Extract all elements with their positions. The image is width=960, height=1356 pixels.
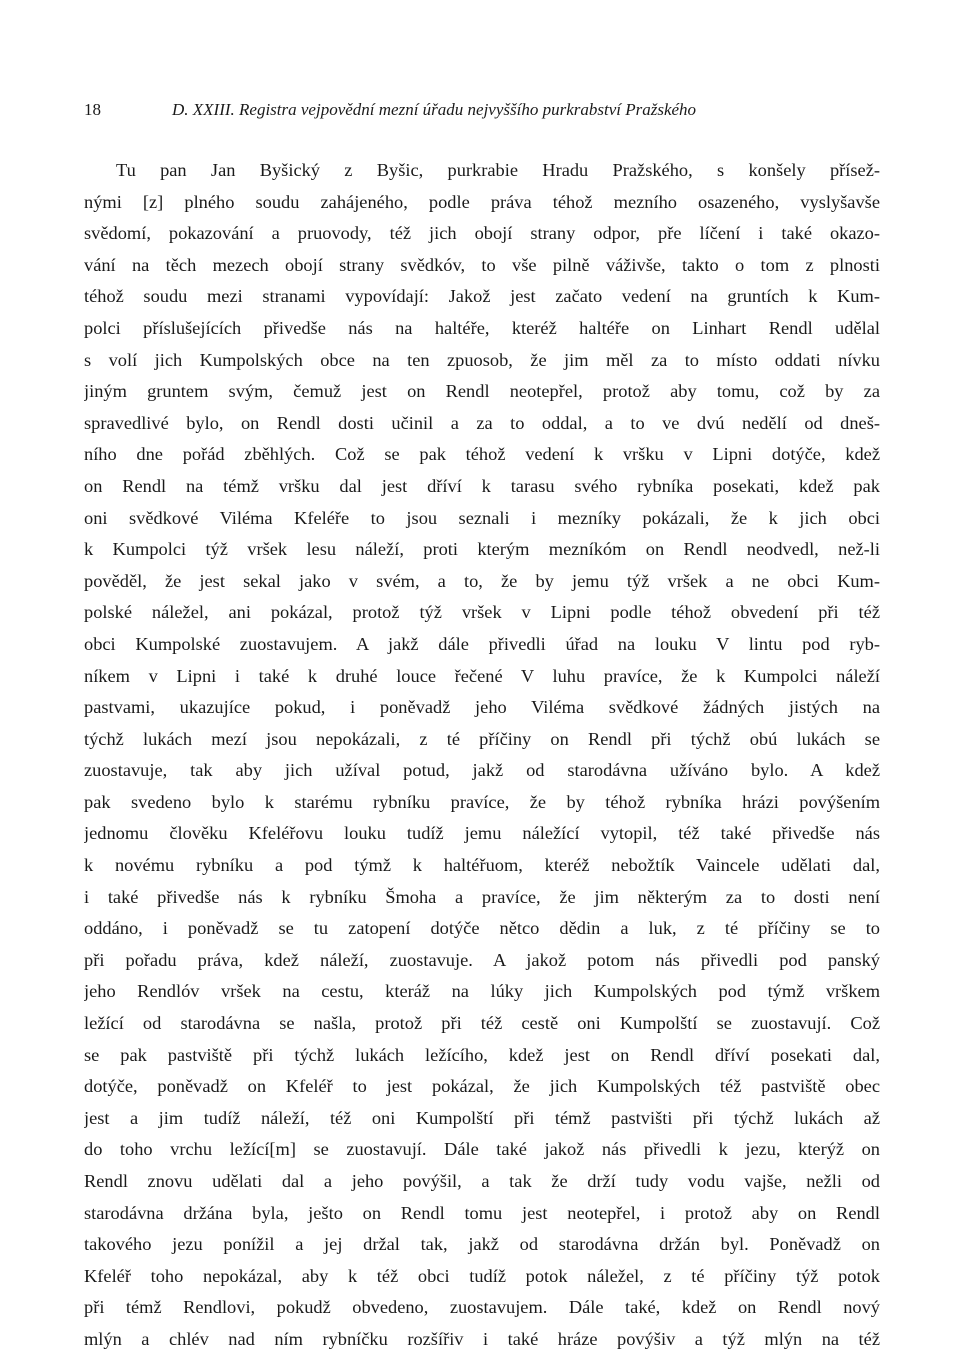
text-line: Kfeléř toho nepokázal, aby k též obci tudíž potok náležel, z té příčiny týž potok — [84, 1265, 880, 1286]
text-line: do toho vrchu ležící[m] se zuostavují. Dále také jakož nás přivedli k jezu, kterýž on — [84, 1139, 880, 1160]
text-line: mlýn a chlév nad ním rybníčku rozšířiv i také hráze povýšiv a týž mlýn na též — [84, 1328, 880, 1349]
text-line: níkem v Lipni i také k druhé louce řečené V luhu pravíce, že k Kumpolci náleží — [84, 665, 880, 686]
text-line: téhož soudu mezi stranami vypovídají: Jakož jest začato vedení na gruntích k Kum- — [84, 286, 880, 307]
text-line: ležící od starodávna se našla, protož při též cestě oni Kumpolští se zuostavují. Což — [84, 1013, 880, 1034]
text-line: spravedlivé bylo, on Rendl dosti učinil a za to oddal, a to ve dvú nedělí od dneš- — [84, 412, 880, 433]
text-line: Tu pan Jan Byšický z Byšic, purkrabie Hradu Pražského, s konšely přísež- — [116, 160, 880, 180]
text-line: svědomí, pokazování a pruovody, též jich obojí strany odpor, pře líčení i také okazo- — [84, 223, 880, 244]
text-line: se pak pastviště při týchž lukách ležícího, kdež jest on Rendl dříví posekati dal, — [84, 1044, 880, 1065]
text-line: takového jezu ponížil a jej držal tak, jakž od starodávna držán byl. Poněvadž on — [84, 1234, 880, 1255]
text-line: jednomu člověku Kfeléřovu louku tudíž jemu náležící vytopil, též také přivedše nás — [84, 823, 880, 844]
text-line: k Kumpolci týž vršek lesu náleží, proti kterým mezníkóm on Rendl neodvedl, než-li — [84, 539, 880, 560]
text-line: on Rendl na témž vršku dal jest dříví k tarasu svého rybníka posekati, kdež pak — [84, 475, 880, 496]
text-line: i také přivedše nás k rybníku Šmoha a pravíce, že jim některým za to dosti není — [84, 886, 880, 907]
text-line: k novému rybníku a pod týmž k haltéřuom, kteréž nebožtík Vaincele udělati dal, — [84, 855, 880, 876]
text-line: při témž Rendlovi, pokudž obvedeno, zuostavujem. Dále také, kdež on Rendl nový — [84, 1297, 880, 1318]
document-page — [84, 100, 880, 1356]
text-line: nými [z] plného soudu zahájeného, podle práva téhož mezního osazeného, vyslyšavše — [84, 191, 880, 212]
page-number: 18 — [84, 100, 101, 119]
running-head: D. XXIII. Registra vejpovědní mezní úřadu nejvyššího purkrabství Pražského — [172, 100, 697, 119]
text-line: při pořadu práva, kdež náleží, zuostavuje. A jakož potom nás přivedli pod panský — [84, 949, 880, 970]
page-header — [84, 100, 880, 132]
text-line: polské náležel, ani pokázal, protož týž vršek v Lipni podle téhož obvedení při též — [84, 602, 880, 623]
text-line: dotýče, poněvadž on Kfeléř to jest pokázal, že jich Kumpolských též pastviště obec — [84, 1076, 880, 1097]
text-line: zuostavuje, tak aby jich užíval potud, jakž od starodávna užíváno bylo. A kdež — [84, 760, 880, 781]
text-line: týchž lukách mezí jsou nepokázali, z té příčiny on Rendl při týchž obú lukách se — [84, 728, 880, 749]
text-line: starodávna držána byla, ješto on Rendl tomu jest neotepřel, i protož aby on Rendl — [84, 1202, 880, 1223]
text-line: Rendl znovu udělati dal a jeho povýšil, a tak že drží tudy vodu vajše, nežli od — [84, 1171, 880, 1191]
text-line: polci příslušejících přivedše nás na haltéře, kteréž haltéře on Linhart Rendl udělal — [84, 317, 880, 338]
text-line: jiným gruntem svým, čemuž jest on Rendl neotepřel, protož aby tomu, což by za — [84, 381, 880, 402]
body-text — [84, 155, 880, 1356]
text-line: jeho Rendlóv vršek na cestu, kteráž na lúky jich Kumpolských pod týmž vrškem — [84, 981, 880, 1002]
text-line: oni svědkové Viléma Kfeléře to jsou seznali i mezníky pokázali, že k jich obci — [84, 507, 880, 528]
text-line: s volí jich Kumpolských obce na ten zpuosob, že jim měl za to místo oddati nívku — [84, 349, 880, 370]
text-line: ního dne pořád zběhlých. Což se pak téhož vedení k vršku v Lipni dotýče, kdež — [84, 444, 880, 465]
text-line: obci Kumpolské zuostavujem. A jakž dále přivedli úřad na louku V lintu pod ryb- — [84, 633, 880, 654]
text-line: pak svedeno bylo k starému rybníku pravíce, že by téhož rybníka hrázi povýšením — [84, 791, 880, 812]
text-line: oddáno, i poněvadž se tu zatopení dotýče nětco dědin a luk, z té příčiny se to — [84, 918, 880, 939]
text-line: vání na těch mezech obojí strany svědkóv, to vše pilně váživše, takto o tom z plnosti — [84, 254, 880, 275]
text-line: jest a jim tudíž náleží, též oni Kumpolští při témž pastvišti při týchž lukách až — [84, 1107, 880, 1128]
text-line: pověděl, že jest sekal jako v svém, a to, že by jemu týž vršek a ne obci Kum- — [84, 570, 880, 591]
text-line: pastvami, ukazujíce pokud, i poněvadž jeho Viléma svědkové žádných jistých na — [84, 697, 880, 718]
